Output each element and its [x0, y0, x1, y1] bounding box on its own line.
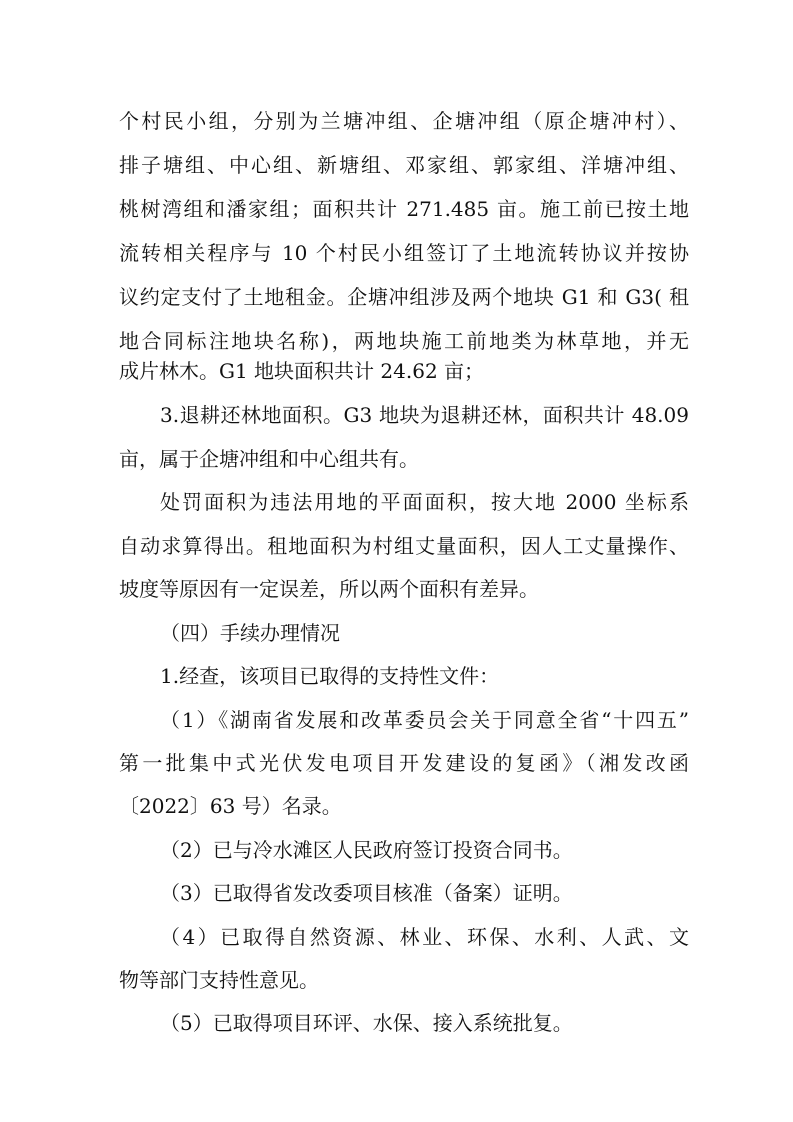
- text-line: 物等部门支持性意见。: [119, 968, 319, 992]
- text-line: 桃树湾组和潘家组；面积共计 271.485 亩。施工前已按土地: [119, 197, 689, 221]
- text-line: 亩，属于企塘冲组和中心组共有。: [119, 447, 419, 471]
- text-line: （4）已取得自然资源、林业、环保、水利、人武、文: [160, 925, 689, 949]
- text-line: （3）已取得省发改委项目核准（备案）证明。: [160, 881, 573, 905]
- text-line: 第一批集中式光伏发电项目开发建设的复函》（湘发改函: [119, 751, 689, 775]
- text-line: （2）已与冷水滩区人民政府签订投资合同书。: [160, 838, 573, 862]
- text-line: 流转相关程序与 10 个村民小组签订了土地流转协议并按协: [119, 241, 689, 265]
- text-line: 成片林木。G1 地块面积共计 24.62 亩；: [119, 359, 485, 383]
- text-line: 自动求算得出。租地面积为村组丈量面积，因人工丈量操作、: [119, 534, 689, 558]
- text-line: 〔2022〕63 号）名录。: [119, 794, 342, 818]
- text-line: （5）已取得项目环评、水保、接入系统批复。: [160, 1011, 573, 1035]
- section-heading: （四）手续办理情况: [160, 621, 340, 645]
- text-line: 1.经查，该项目已取得的支持性文件：: [160, 664, 500, 688]
- text-line: （1）《湖南省发展和改革委员会关于同意全省“十四五”: [160, 708, 689, 732]
- text-line: 排子塘组、中心组、新塘组、邓家组、郭家组、洋塘冲组、: [119, 153, 689, 177]
- text-line: 处罚面积为违法用地的平面面积，按大地 2000 坐标系: [160, 490, 689, 514]
- text-line: 议约定支付了土地租金。企塘冲组涉及两个地块 G1 和 G3( 租: [119, 285, 689, 309]
- text-line: 个村民小组，分别为兰塘冲组、企塘冲组（原企塘冲村）、: [119, 109, 689, 133]
- text-line: 3.退耕还林地面积。G3 地块为退耕还林，面积共计 48.09: [160, 403, 689, 427]
- text-line: 坡度等原因有一定误差，所以两个面积有差异。: [119, 577, 539, 601]
- text-line: 地合同标注地块名称)，两地块施工前地类为林草地，并无: [119, 329, 689, 353]
